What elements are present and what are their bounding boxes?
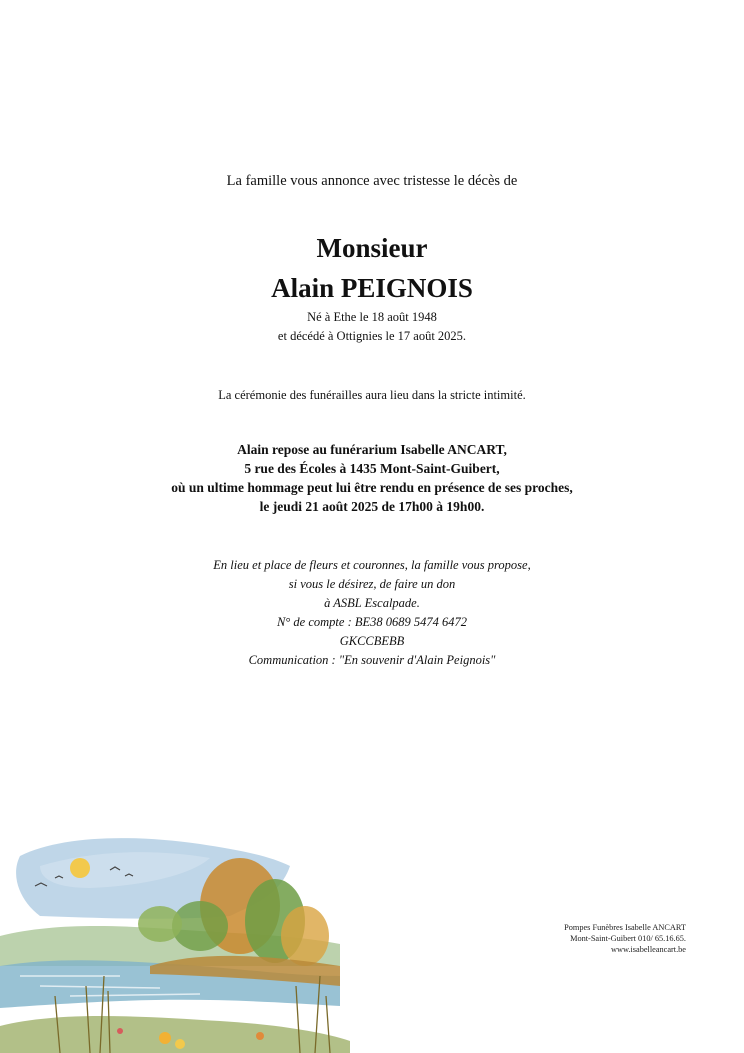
birth-line: Né à Ethe le 18 août 1948 (307, 310, 437, 324)
sun-icon (70, 858, 90, 878)
funeral-home-website[interactable]: www.isabelleancart.be (610, 945, 686, 954)
donation-line-2: si vous le désirez, de faire un don (288, 577, 456, 591)
account-number: N° de compte : BE38 0689 5474 6472 (276, 615, 468, 629)
deceased-name: Alain PEIGNOIS (271, 273, 473, 303)
funerarium-line-2: 5 rue des Écoles à 1435 Mont-Saint-Guibert, (244, 461, 500, 476)
funeral-home-footer (564, 922, 686, 955)
donation-info (0, 556, 744, 670)
watercolor-landscape (0, 826, 360, 1053)
intro-text: La famille vous annonce avec tristesse le décès de (226, 173, 518, 189)
funerarium-line-3: où un ultime hommage peut lui être rendu en présence de ses proches, (171, 480, 573, 495)
ceremony-info: La cérémonie des funérailles aura lieu dans la stricte intimité. (218, 388, 526, 402)
funerarium-line-4: le jeudi 21 août 2025 de 17h00 à 19h00. (259, 499, 485, 514)
honorific: Monsieur (316, 233, 428, 263)
birth-death-info (0, 308, 744, 346)
deceased-name-block (0, 228, 744, 308)
communication: Communication : "En souvenir d'Alain Peignois" (248, 653, 496, 667)
funeral-home-phone: Mont-Saint-Guibert 010/ 65.16.65. (570, 934, 686, 943)
funerarium-line-1: Alain repose au funérarium Isabelle ANCART, (237, 442, 507, 457)
funeral-home-name: Pompes Funèbres Isabelle ANCART (564, 923, 686, 932)
funerarium-info (0, 440, 744, 516)
donation-line-3: à ASBL Escalpade. (324, 596, 420, 610)
bic-code: GKCCBEBB (339, 634, 405, 648)
donation-line-1: En lieu et place de fleurs et couronnes, la famille vous propose, (213, 558, 531, 572)
death-line: et décédé à Ottignies le 17 août 2025. (277, 329, 467, 343)
